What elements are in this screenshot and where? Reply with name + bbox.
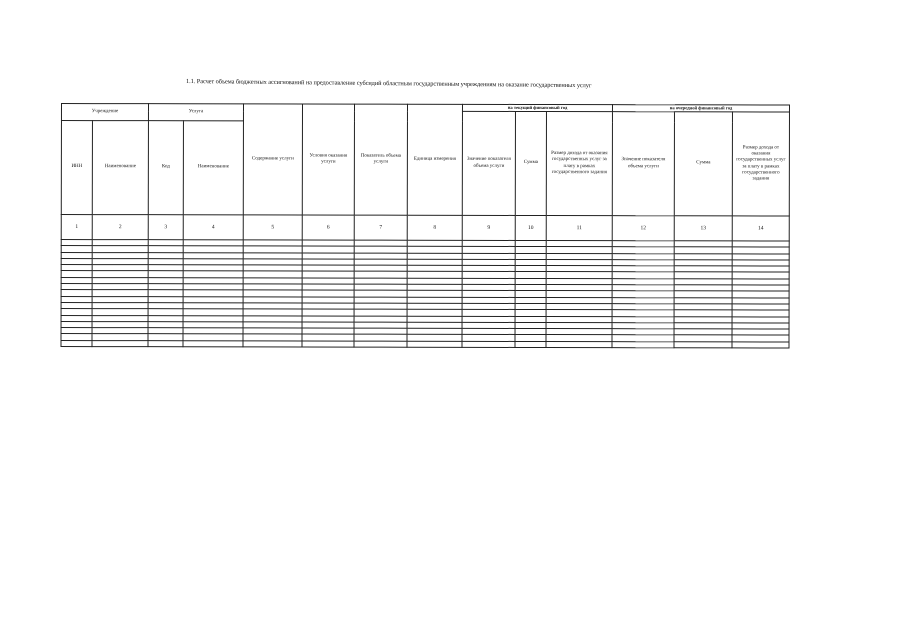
budget-table [60,103,790,349]
column-number-row [61,215,789,242]
table-cell [407,341,462,347]
column-header: Значение показателя объема услуги [462,111,515,215]
column-number: 9 [462,215,515,240]
table-row [61,340,789,348]
column-header: Значение показателя объема услуги [612,112,674,216]
page-title: 1.1. Расчет объема бюджетных ассигнований на предоставление субсидий областным государственным учреждениям на оказание государственных услуг [185,78,592,90]
column-header: Условия оказания услуги [302,104,354,215]
column-header: Размер дохода от оказания государственных услуг за плату в рамках государственного задания [546,112,612,216]
table-cell [148,340,183,346]
budget-table-container [60,103,789,349]
table-cell [732,342,789,348]
column-number: 12 [612,216,674,241]
column-header: Сумма [674,112,732,216]
column-header: ИНН [61,121,92,215]
column-number: 3 [148,215,183,240]
column-number: 14 [732,216,789,241]
table-cell [92,340,148,346]
column-number: 5 [243,215,302,240]
column-header: Размер дохода от оказания государственных услуг за плату в рамках государственного задания [732,112,789,216]
table-cell [302,341,354,347]
table-cell [243,341,302,347]
column-number: 13 [674,216,732,241]
column-number: 2 [92,215,148,240]
table-cell [61,340,92,346]
column-header: Сумма [515,111,546,215]
column-header: Код [148,121,183,215]
column-header: Наименование [183,121,243,215]
group-header-next-year: на очередной финансовый год [612,105,789,112]
table-cell [354,341,407,347]
column-number: 7 [354,215,407,240]
column-header: Наименование [92,121,148,215]
table-cell [183,341,243,347]
column-header: Содержание услуги [243,104,302,215]
column-header: Единица измерения [407,104,462,215]
column-number: 8 [407,215,462,240]
column-number: 4 [183,215,243,240]
column-number: 11 [546,216,612,241]
group-header-institution: Учреждение [61,104,148,121]
group-header-service: Услуга [148,104,243,121]
table-cell [612,341,674,347]
group-header-current-year: на текущий финансовый год [462,104,612,111]
table-cell [462,341,515,347]
column-number: 10 [515,215,546,240]
table-cell [674,342,732,348]
column-header: Показатель объема услуги [354,104,407,215]
column-number: 6 [302,215,354,240]
column-number: 1 [61,215,92,240]
table-cell [515,341,546,347]
table-cell [546,341,612,347]
